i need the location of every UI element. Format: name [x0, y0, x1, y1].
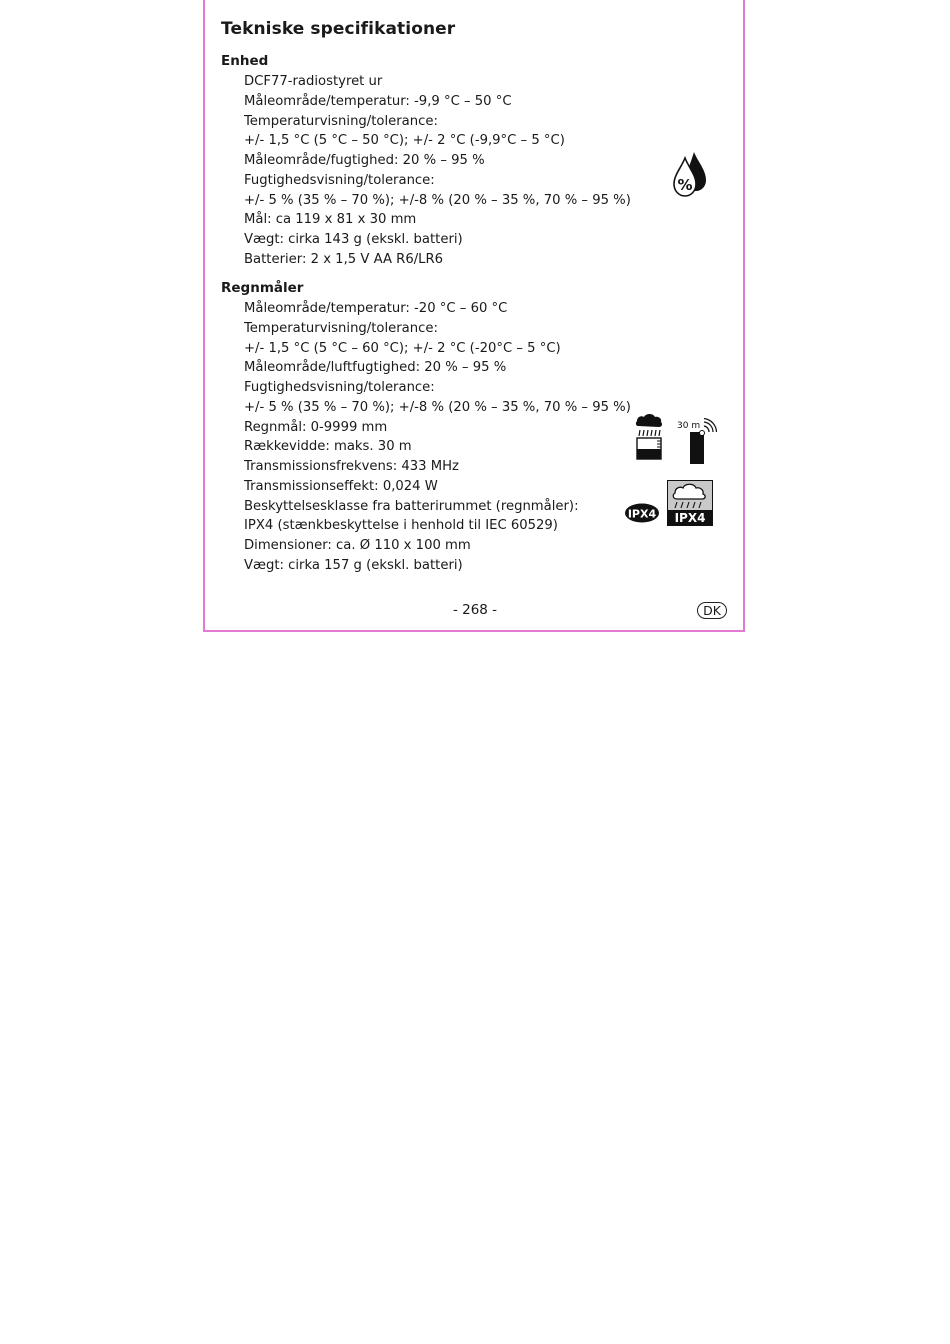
section-heading-regnmaaler: Regnmåler — [221, 280, 304, 296]
spec-list-enhed — [244, 72, 631, 270]
spec-line: Regnmål: 0-9999 mm — [244, 419, 388, 435]
spec-line: +/- 5 % (35 % – 70 %); +/-8 % (20 % – 35 %, 70 % – 95 %) — [244, 399, 631, 415]
ipx4-box-label: IPX4 — [674, 511, 706, 525]
humidity-symbol: % — [677, 176, 693, 194]
page-title: Tekniske specifikationer — [221, 19, 456, 39]
spec-line: IPX4 (stænkbeskyttelse i henhold til IEC 60529) — [244, 518, 558, 534]
spec-line: +/- 1,5 °C (5 °C – 50 °C); +/- 2 °C (-9,9°C – 5 °C) — [244, 133, 565, 149]
spec-line: Måleområde/temperatur: -20 °C – 60 °C — [244, 301, 508, 316]
ipx4-splash-icon — [667, 480, 713, 526]
spec-line: Transmissionseffekt: 0,024 W — [244, 478, 438, 494]
spec-line: Måleområde/temperatur: -9,9 °C – 50 °C — [244, 93, 512, 109]
ipx4-oval-label: IPX4 — [627, 507, 657, 521]
spec-line: Batterier: 2 x 1,5 V AA R6/LR6 — [244, 251, 444, 267]
section-heading-enhed: Enhed — [221, 53, 269, 69]
spec-line: Temperaturvisning/tolerance: — [244, 320, 438, 336]
country-badge: DK — [697, 602, 727, 619]
spec-line: Måleområde/fugtighed: 20 % – 95 % — [244, 153, 485, 168]
spec-line: Fugtighedsvisning/tolerance: — [244, 172, 435, 188]
humidity-drop-icon — [672, 150, 708, 198]
spec-line: Vægt: cirka 143 g (ekskl. batteri) — [244, 232, 463, 247]
ipx4-oval-icon — [624, 503, 660, 523]
transmission-range-icon — [676, 418, 720, 466]
spec-line: +/- 5 % (35 % – 70 %); +/-8 % (20 % – 35 %, 70 % – 95 %) — [244, 192, 631, 208]
spec-line: Beskyttelsesklasse fra batterirummet (regnmåler): — [244, 498, 579, 514]
spec-line: Transmissionsfrekvens: 433 MHz — [244, 459, 459, 474]
rain-gauge-icon — [634, 413, 664, 463]
page-number: - 268 - — [452, 602, 498, 618]
spec-line: Rækkevidde: maks. 30 m — [244, 439, 412, 455]
spec-line: +/- 1,5 °C (5 °C – 60 °C); +/- 2 °C (-20°C – 5 °C) — [244, 340, 561, 356]
range-label: 30 m — [677, 421, 701, 431]
spec-list-regnmaaler — [244, 299, 631, 576]
spec-line: DCF77-radiostyret ur — [244, 74, 383, 89]
spec-line: Vægt: cirka 157 g (ekskl. batteri) — [244, 557, 463, 573]
spec-line: Dimensioner: ca. Ø 110 x 100 mm — [244, 538, 471, 553]
spec-line: Temperaturvisning/tolerance: — [244, 113, 438, 129]
spec-line: Måleområde/luftfugtighed: 20 % – 95 % — [244, 360, 507, 376]
spec-line: Fugtighedsvisning/tolerance: — [244, 380, 435, 395]
spec-line: Mål: ca 119 x 81 x 30 mm — [244, 212, 417, 228]
